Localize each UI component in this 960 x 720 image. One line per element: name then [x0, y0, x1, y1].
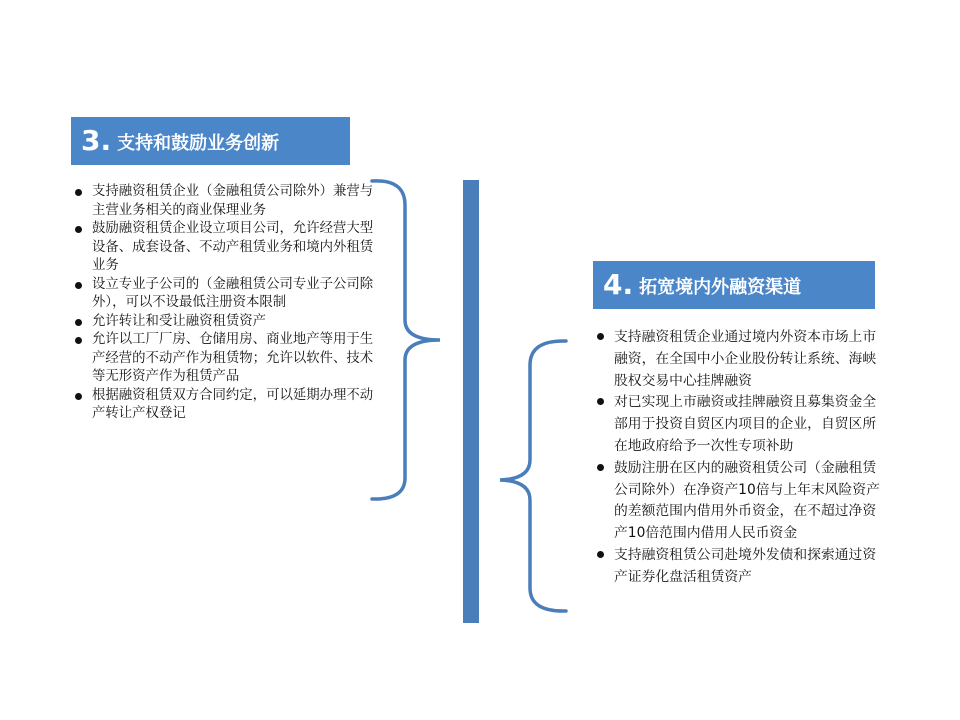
bullet-dot-icon	[597, 551, 604, 558]
bullet-dot-icon	[597, 333, 604, 340]
list-item	[74, 387, 376, 424]
bullet-dot-icon	[597, 398, 604, 405]
section4-title-box	[593, 261, 875, 309]
list-item-text: 鼓励融资租赁企业设立项目公司，允许经营大型设备、成套设备、不动产租赁业务和境内外租赁业务	[92, 221, 374, 273]
right-curly-bracket	[500, 341, 566, 611]
bullet-dot-icon	[75, 226, 82, 233]
vertical-divider	[463, 180, 479, 623]
list-item	[74, 220, 376, 276]
list-item	[596, 327, 886, 392]
bullet-dot-icon	[75, 393, 82, 400]
list-item-text: 对已实现上市融资或挂牌融资且募集资金全部用于投资自贸区内项目的企业，自贸区所在地政府给予一次性专项补助	[614, 394, 877, 454]
section3-number: 3.	[81, 124, 112, 157]
list-item	[74, 276, 376, 313]
bullet-dot-icon	[75, 337, 82, 344]
bullet-dot-icon	[597, 464, 604, 471]
bullet-dot-icon	[75, 282, 82, 289]
list-item-text: 允许以工厂厂房、仓储用房、商业地产等用于生产经营的不动产作为租赁物；允许以软件、技术等无形资产作为租赁产品	[92, 332, 374, 384]
list-item	[74, 331, 376, 387]
list-item-text: 设立专业子公司的（金融租赁公司专业子公司除外），可以不设最低注册资本限制	[92, 276, 374, 310]
list-item	[74, 313, 376, 332]
section3-title-box	[71, 117, 350, 165]
list-item-text: 根据融资租赁双方合同约定，可以延期办理不动产转让产权登记	[92, 387, 374, 421]
section3-bullet-list	[74, 183, 376, 424]
list-item-text: 鼓励注册在区内的融资租赁公司（金融租赁公司除外）在净资产10倍与上年末风险资产的差额范围内借用外币资金，在不超过净资产10倍范围内借用人民币资金	[614, 459, 880, 542]
list-item-text: 支持融资租赁企业通过境内外资本市场上市融资，在全国中小企业股份转让系统、海峡股权交易中心挂牌融资	[614, 329, 877, 389]
list-item	[596, 392, 886, 457]
list-item	[596, 545, 886, 589]
list-item-text: 允许转让和受让融资租赁资产	[92, 313, 267, 329]
bullet-dot-icon	[75, 189, 82, 196]
list-item-text: 支持融资租赁公司赴境外发债和探索通过资产证券化盘活租赁资产	[614, 546, 877, 585]
list-item	[74, 183, 376, 220]
section4-title: 拓宽境内外融资渠道	[639, 276, 802, 298]
section3-title: 支持和鼓励业务创新	[117, 132, 280, 154]
section4-bullet-list	[596, 327, 886, 589]
list-item	[596, 458, 886, 545]
list-item-text: 支持融资租赁企业（金融租赁公司除外）兼营与主营业务相关的商业保理业务	[92, 184, 374, 218]
section4-number: 4.	[603, 268, 634, 301]
left-curly-bracket	[372, 181, 440, 499]
bullet-dot-icon	[75, 319, 82, 326]
